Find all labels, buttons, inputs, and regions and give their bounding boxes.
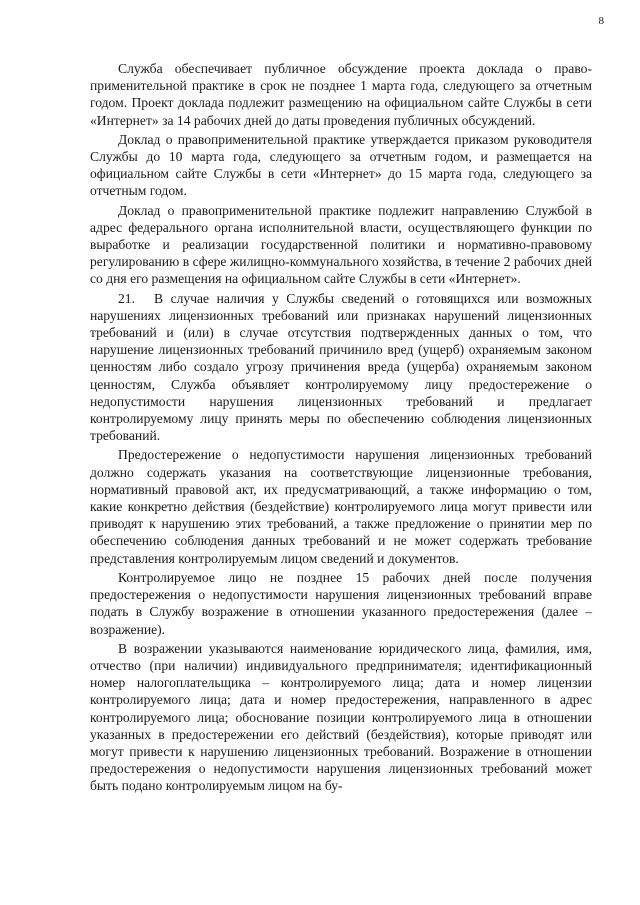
paragraph-report-submission: Доклад о правоприменительной практике подлежит направлению Службой в адрес федерального органа исполнительной власти, осуществляющего функции по выработке и реализации государственной политики и нормативно-правовому регулированию в сфере жилищно-коммунального хозяйства, в течение 2 рабочих дней со дня его размещения на официальном сайте Службы в сети «Интернет».: [90, 202, 592, 287]
paragraph-objection-right: Контролируемое лицо не позднее 15 рабочих дней после получения предостережения о недопустимости нарушения лицензионных требований вправе подать в Службу возражение в отношении указанного предостережения (далее – возражение).: [90, 569, 592, 637]
paragraph-objection-content: В возражении указываются наименование юридического лица, фамилия, имя, отчество (при наличии) индивидуального предпринимателя; идентификационный номер налогоплательщика – контролируемого лица; дата и номер лицензии контролируемого лица; дата и номер предостережения, направленного в адрес контролируемого лица; обоснование позиции контролируемого лица в отношении указанных в предостережении его действий (бездействия), которые приводят или могут привести к нарушению лицензионных требований. Возражение в отношении предостережения о недопустимости нарушения лицензионных требований может быть подано контролируемым лицом на бу-: [90, 640, 592, 794]
document-body: [90, 60, 592, 797]
paragraph-report-approval: Доклад о правоприменительной практике утверждается приказом руководителя Службы до 10 марта года, следующего за отчетным годом, и размещается на официальном сайте Службы в сети «Интернет» до 15 марта года, следующего за отчетным годом.: [90, 131, 592, 199]
paragraph-warning-content: Предостережение о недопустимости нарушения лицензионных требований должно содержать указания на соответствующие лицензионные требования, нормативный правовой акт, их предусматривающий, а также информацию о том, какие конкретно действия (бездействие) контролируемого лица могут привести или приводят к нарушению этих требований, а также предложение о принятии мер по обеспечению соблюдения данных требований и не может содержать требование представления контролируемым лицом сведений и документов.: [90, 447, 592, 566]
page-number: 8: [598, 15, 604, 27]
item-21-text: В случае наличия у Службы сведений о готовящихся или возможных нарушениях лицензионных требований или признаках нарушений лицензионных требований и (или) в случае отсутствия подтвержденных данных о том, что нарушение лицензионных требований причинило вред (ущерб) охраняемым законом ценностям либо создало угрозу причинения вреда (ущерба) охраняемым законом ценностям, Служба объявляет контролируемому лицу предостережение о недопустимости нарушения лицензионных требований и предлагает контролируемому лицу принять меры по обеспечению соблюдения лицензионных требований.: [90, 290, 592, 444]
item-number: 21.: [118, 290, 135, 306]
paragraph-item-21: [90, 290, 592, 445]
paragraph-public-discussion: Служба обеспечивает публичное обсуждение проекта доклада о правоприменительной практике в срок не позднее 1 марта года, следующего за отчетным годом. Проект доклада подлежит размещению на официальном сайте Службы в сети «Интернет» за 14 рабочих дней до даты проведения публичных обсуждений.: [90, 61, 592, 128]
